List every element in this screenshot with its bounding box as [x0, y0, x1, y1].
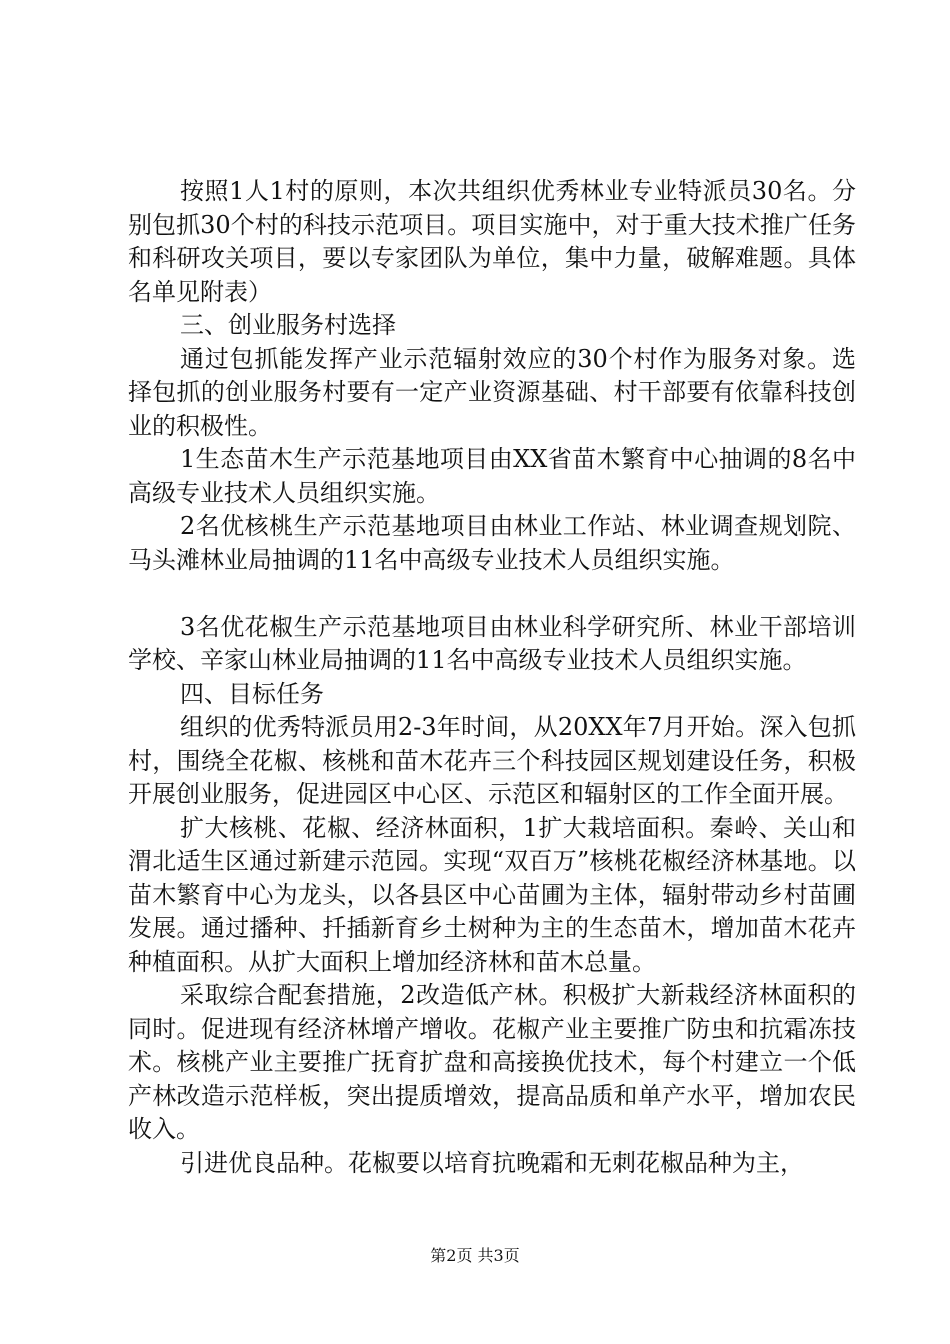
- paragraph-walnut-base: 2名优核桃生产示范基地项目由林业工作站、林业调查规划院、马头滩林业局抽调的11名中高级专业技术人员组织实施。: [128, 512, 856, 574]
- paragraph-organization-timeline: 组织的优秀特派员用2-3年时间，从20XX年7月开始。深入包抓村，围绕全花椒、核桃和苗木花卉三个科技园区规划建设任务，积极开展创业服务，促进园区中心区、示范区和辐射区的工作全面开展。: [128, 713, 856, 808]
- paragraph-expand-area: 扩大核桃、花椒、经济林面积，1扩大栽培面积。秦岭、关山和渭北适生区通过新建示范园。实现“双百万”核桃花椒经济林基地。以苗木繁育中心为龙头，以各县区中心苗圃为主体，辐射带动乡村苗圃发展。通过播种、扦插新育乡土树种为主的生态苗木，增加苗木花卉种植面积。从扩大面积上增加经济林和苗木总量。: [128, 813, 856, 976]
- section-heading-village-selection: 三、创业服务村选择: [180, 311, 396, 339]
- paragraph-specialist-principle: 按照1人1村的原则，本次共组织优秀林业专业特派员30名。分别包抓30个村的科技示范项目。项目实施中，对于重大技术推广任务和科研攻关项目，要以专家团队为单位，集中力量，破解难题。具体名单见附表）: [128, 177, 856, 306]
- page-number-label: 第2页 共3页: [430, 1246, 520, 1265]
- paragraph-improve-low-yield: 采取综合配套措施，2改造低产林。积极扩大新栽经济林面积的同时。促进现有经济林增产增收。花椒产业主要推广防虫和抗霜冻技术。核桃产业主要推广抚育扩盘和高接换优技术，每个村建立一个低产林改造示范样板，突出提质增效，提高品质和单产水平，增加农民收入。: [128, 981, 856, 1143]
- paragraph-introduce-varieties: 引进优良品种。花椒要以培育抗晚霜和无刺花椒品种为主，: [180, 1148, 804, 1177]
- page-footer: [0, 1246, 950, 1266]
- paragraph-service-villages: 通过包抓能发挥产业示范辐射效应的30个村作为服务对象。选择包抓的创业服务村要有一定产业资源基础、村干部要有依靠科技创业的积极性。: [128, 344, 856, 440]
- section-heading-targets: 四、目标任务: [180, 679, 324, 708]
- document-body: [128, 175, 856, 1180]
- paragraph-seedling-base: 1生态苗木生产示范基地项目由XX省苗木繁育中心抽调的8名中高级专业技术人员组织实施。: [128, 445, 856, 507]
- paragraph-pepper-base: 3名优花椒生产示范基地项目由林业科学研究所、林业干部培训学校、辛家山林业局抽调的11名中高级专业技术人员组织实施。: [128, 612, 856, 674]
